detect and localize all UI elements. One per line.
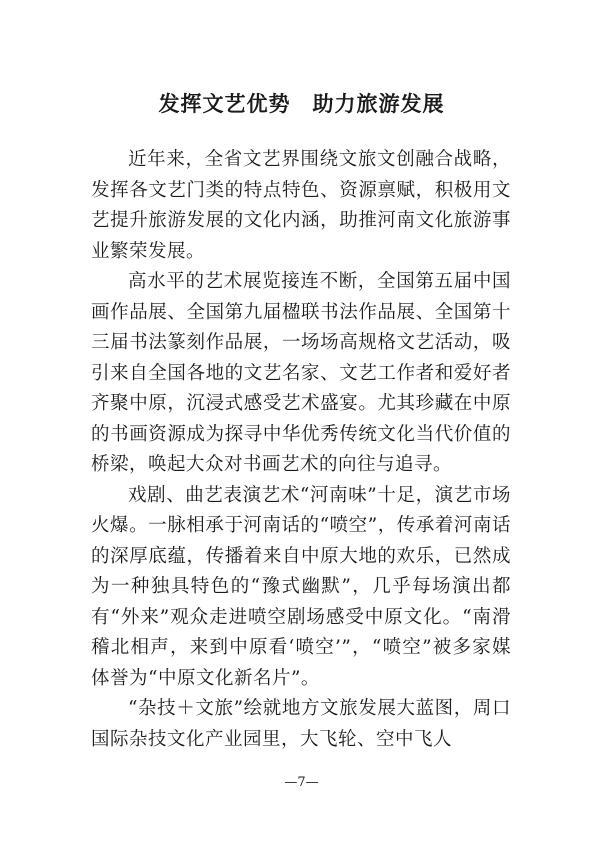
document-body [91,145,511,755]
page-number: —7— [284,775,319,790]
paragraph-4: “杂技＋文旅”绘就地方文旅发展大蓝图，周口国际杂技文化产业园里，大飞轮、空中飞人 [91,698,511,750]
paragraph-3: 戏剧、曲艺表演艺术“河南味”十足，演艺市场火爆。一脉相承于河南话的“喷空”，传承着河南话的深厚底蕴，传播着来自中原大地的欢乐，已然成为一种独具特色的“豫式幽默”，几乎每场演出都有“外来”观众走进喷空剧场感受中原文化。“南滑稽北相声，来到中原看‘喷空’”，“喷空”被多家媒体誉为“中原文化新名片”。 [91,484,511,689]
paragraph-1: 近年来，全省文艺界围绕文旅文创融合战略，发挥各文艺门类的特点特色、资源禀赋，积极用文艺提升旅游发展的文化内涵，助推河南文化旅游事业繁荣发展。 [91,149,511,262]
paragraph-2: 高水平的艺术展览接连不断，全国第五届中国画作品展、全国第九届楹联书法作品展、全国第十三届书法篆刻作品展，一场场高规格文艺活动，吸引来自全国各地的文艺名家、文艺工作者和爱好者齐聚中原，沉浸式感受艺术盛宴。尤其珍藏在中原的书画资源成为探寻中华优秀传统文化当代价值的桥梁，唤起大众对书画艺术的向往与追寻。 [91,271,511,475]
document-title: 发挥文艺优势 助力旅游发展 [158,92,445,116]
